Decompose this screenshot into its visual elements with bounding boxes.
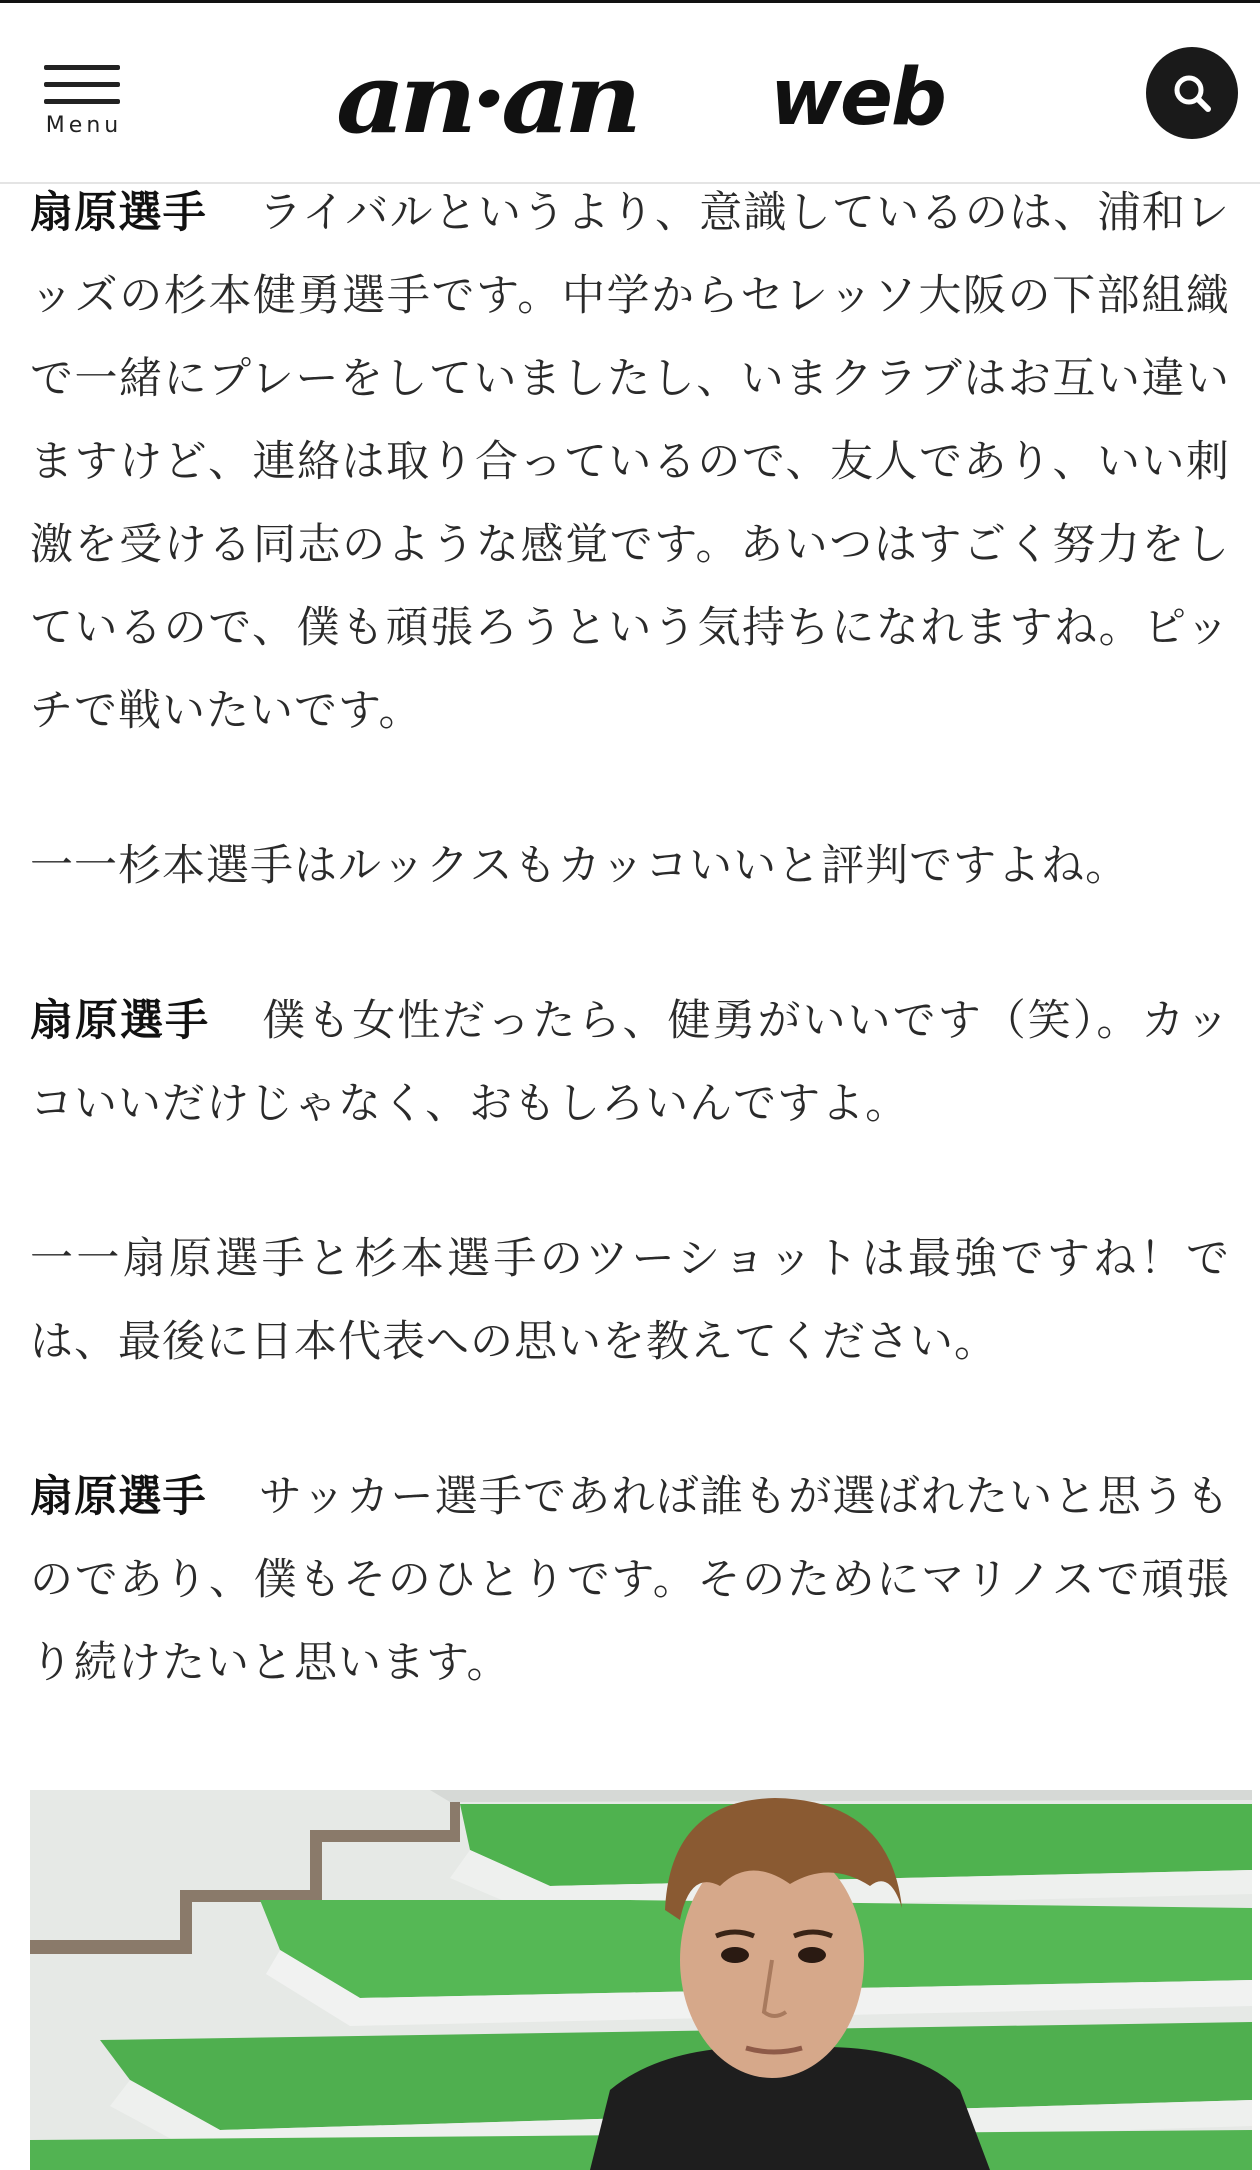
interview-paragraph bbox=[30, 172, 1230, 753]
paragraph-text: ライバルというより、意識しているのは、浦和レッズの杉本健勇選手です。中学からセレッソ大阪の下部組織で一緒にプレーをしていましたし、いまクラブはお互い違いますけど、連絡は取り合っているので、友人であり、いい刺激を受ける同志のような感覚です。あいつはすごく努力をしているので、僕も頑張ろうという気持ちになれますね。ピッチで戦いたいです。 bbox=[30, 188, 1230, 736]
article-body bbox=[30, 172, 1230, 1705]
hamburger-icon bbox=[44, 65, 120, 70]
interview-paragraph bbox=[30, 980, 1230, 1146]
hamburger-icon-bar bbox=[44, 82, 120, 87]
menu-button[interactable] bbox=[40, 61, 130, 145]
logo-script: an·an bbox=[336, 42, 636, 155]
article-photo bbox=[30, 1790, 1252, 2170]
site-logo[interactable] bbox=[336, 42, 945, 155]
interviewer-question bbox=[30, 825, 1230, 908]
site-header bbox=[0, 0, 1260, 184]
speaker-name: 扇原選手 bbox=[30, 1472, 207, 1522]
hamburger-icon-bar bbox=[44, 99, 120, 104]
paragraph-text: 一一杉本選手はルックスもカッコいいと評判ですよね。 bbox=[30, 841, 1130, 891]
search-button[interactable] bbox=[1146, 47, 1238, 139]
paragraph-text: 僕も女性だったら、健勇がいいです（笑）。カッコいいだけじゃなく、おもしろいんですよ。 bbox=[30, 996, 1231, 1129]
speaker-name: 扇原選手 bbox=[30, 188, 207, 238]
interviewer-question bbox=[30, 1218, 1230, 1384]
paragraph-text: サッカー選手であれば誰もが選ばれたいと思うものであり、僕もそのひとりです。そのためにマリノスで頑張り続けたいと思います。 bbox=[30, 1472, 1231, 1688]
speaker-name: 扇原選手 bbox=[30, 996, 211, 1046]
paragraph-text: 一一扇原選手と杉本選手のツーショットは最強ですね！では、最後に日本代表への思いを教えてください。 bbox=[30, 1234, 1230, 1367]
interview-paragraph bbox=[30, 1456, 1230, 1705]
search-icon bbox=[1170, 71, 1214, 115]
menu-label: Menu bbox=[45, 113, 123, 138]
player-photo-illustration bbox=[30, 1790, 1252, 2170]
logo-web: web bbox=[770, 53, 945, 143]
